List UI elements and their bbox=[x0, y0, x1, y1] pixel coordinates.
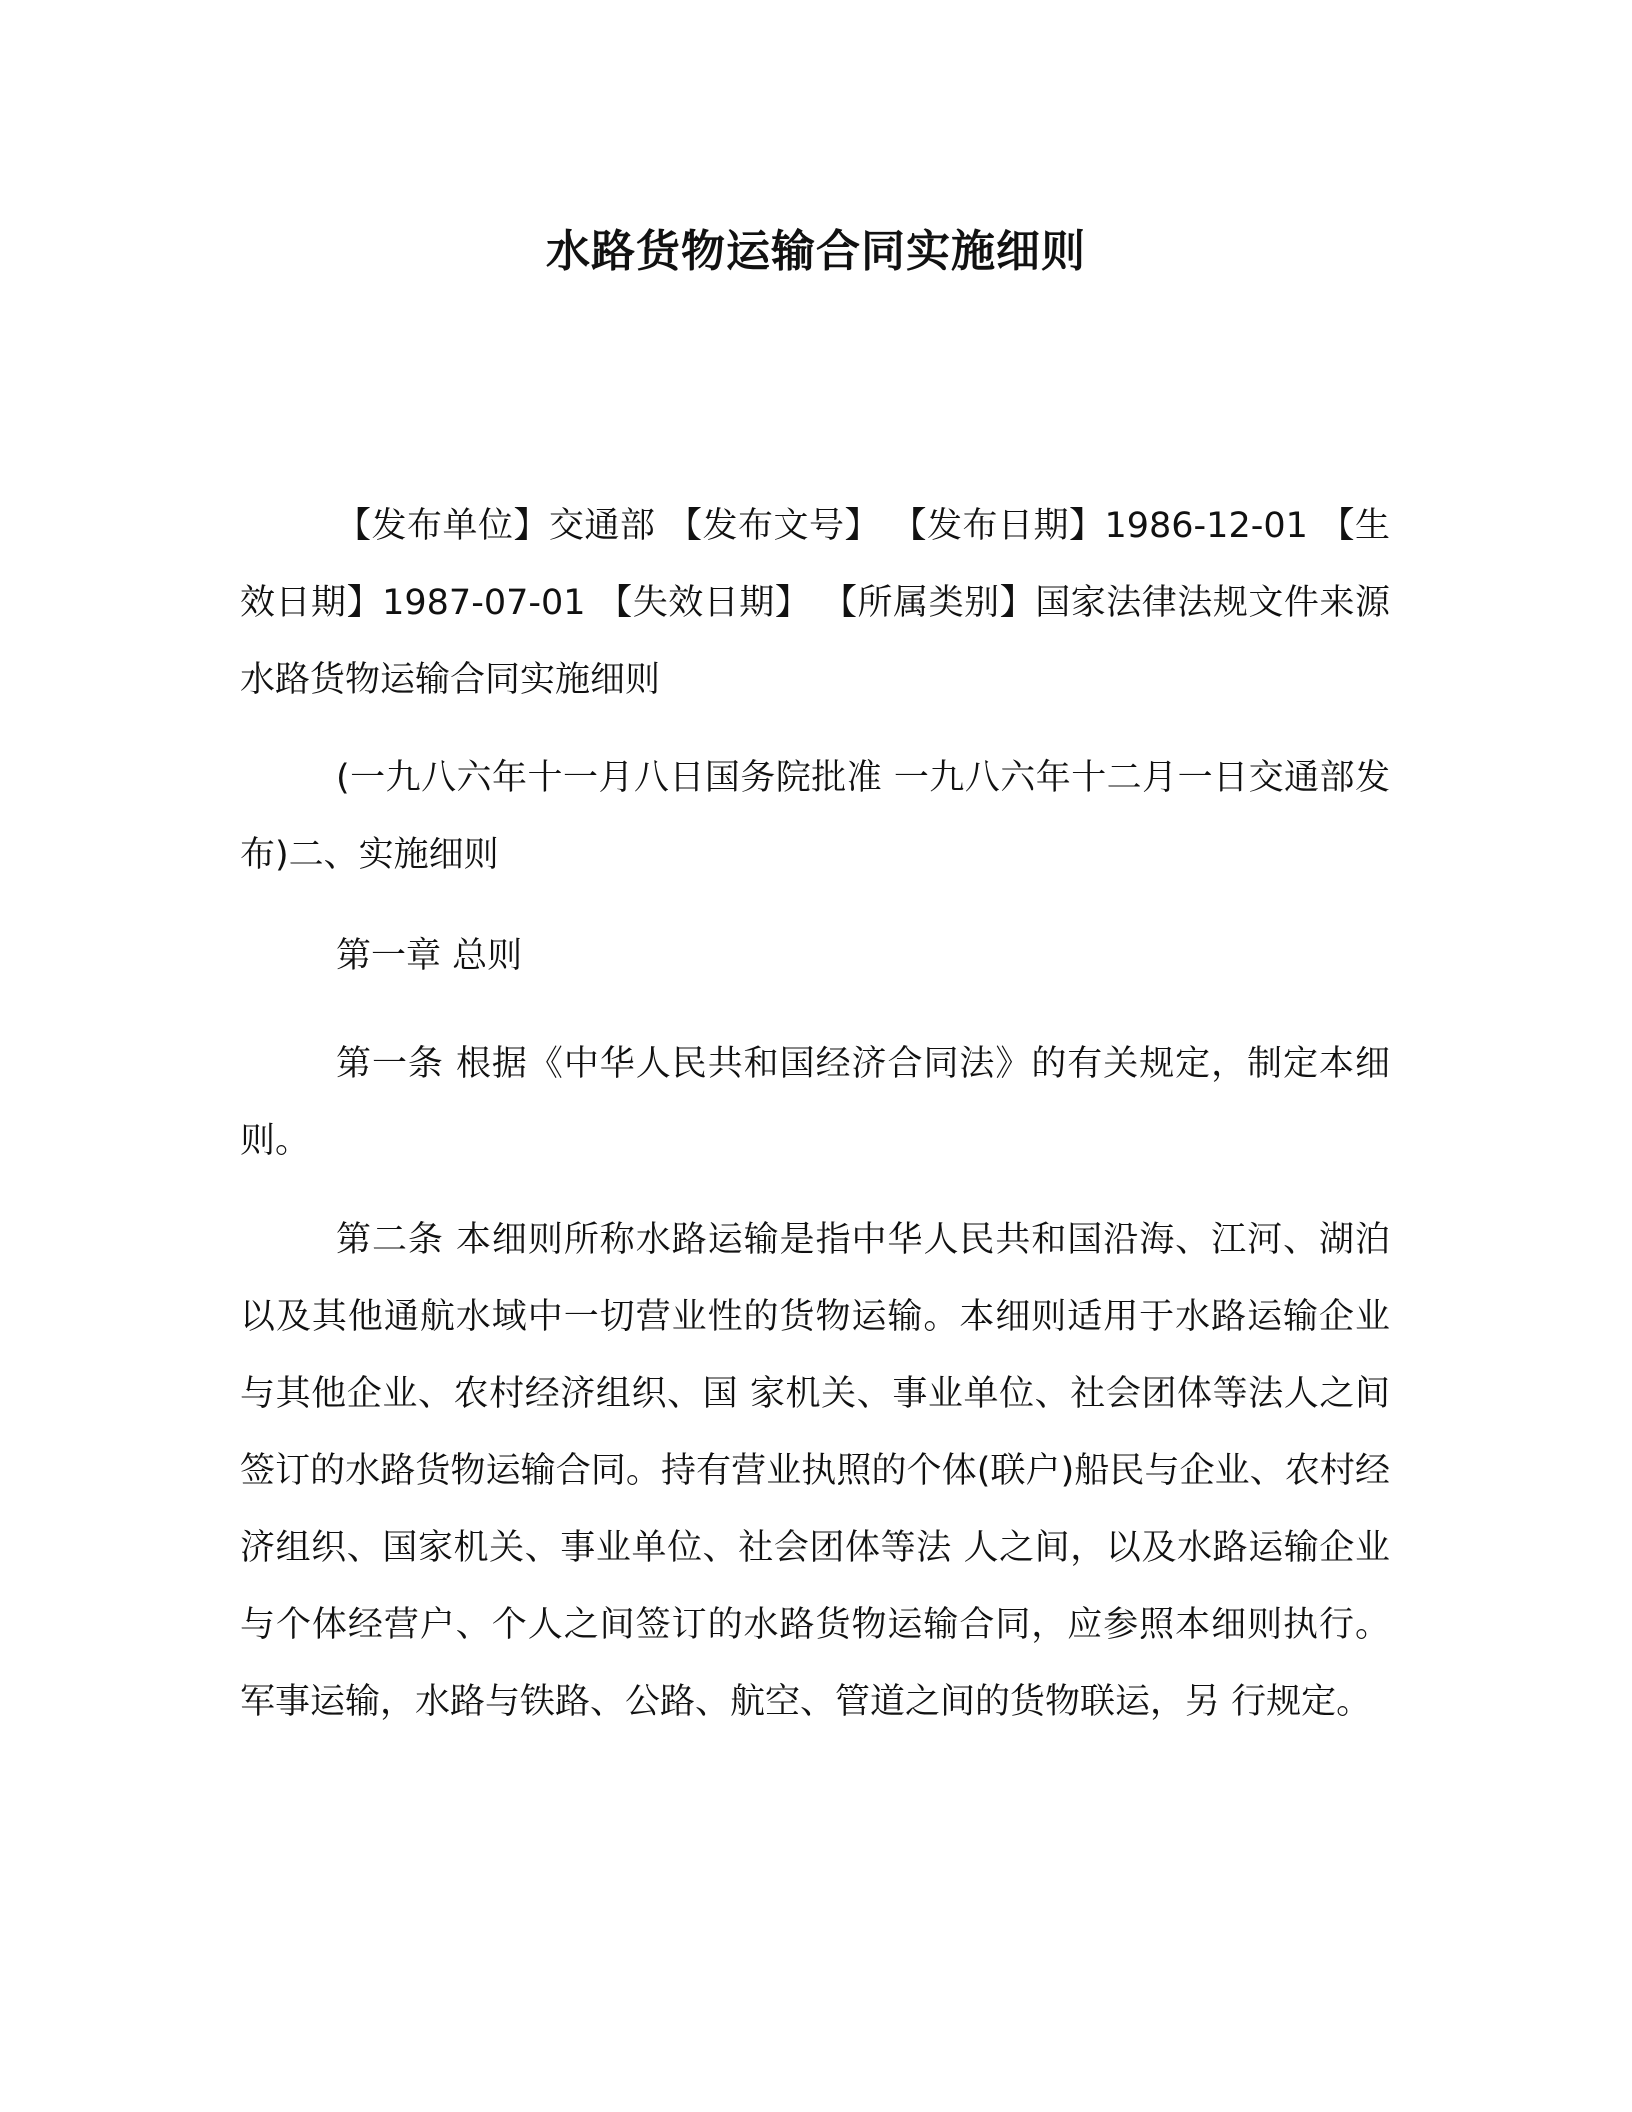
article-1-paragraph: 第一条 根据《中华人民共和国经济合同法》的有关规定，制定本细则。 bbox=[240, 1044, 1390, 1161]
approval-paragraph: (一九八六年十一月八日国务院批准 一九八六年十二月一日交通部发布)二、实施细则 bbox=[240, 758, 1390, 875]
document-title: 水路货物运输合同实施细则 bbox=[546, 226, 1086, 277]
chapter-section bbox=[240, 918, 1390, 995]
chapter-heading: 第一章 总则 bbox=[336, 936, 523, 976]
metadata-paragraph: 【发布单位】交通部 【发布文号】 【发布日期】1986-12-01 【生效日期】1987-07-01 【失效日期】 【所属类别】国家法律法规文件来源水路货物运输合同实施细则 bbox=[240, 506, 1390, 700]
metadata-section bbox=[240, 488, 1390, 719]
article-2-paragraph: 第二条 本细则所称水路运输是指中华人民共和国沿海、江河、湖泊以及其他通航水域中一切营业性的货物运输。本细则适用于水路运输企业与其他企业、农村经济组织、国 家机关、事业单位、社会团体等法人之间签订的水路货物运输合同。持有营业执照的个体(联户)船民与企业、农村经济组织、国家机关、事业单位、社会团体等法 人之间，以及水路运输企业与个体经营户、个人之间签订的水路货物运输合同，应参照本细则执行。军事运输，水路与铁路、公路、航空、管道之间的货物联运，另 行规定。 bbox=[240, 1220, 1390, 1722]
article-1-section bbox=[240, 1026, 1390, 1180]
approval-section bbox=[240, 740, 1390, 894]
article-2-section bbox=[240, 1202, 1390, 1741]
